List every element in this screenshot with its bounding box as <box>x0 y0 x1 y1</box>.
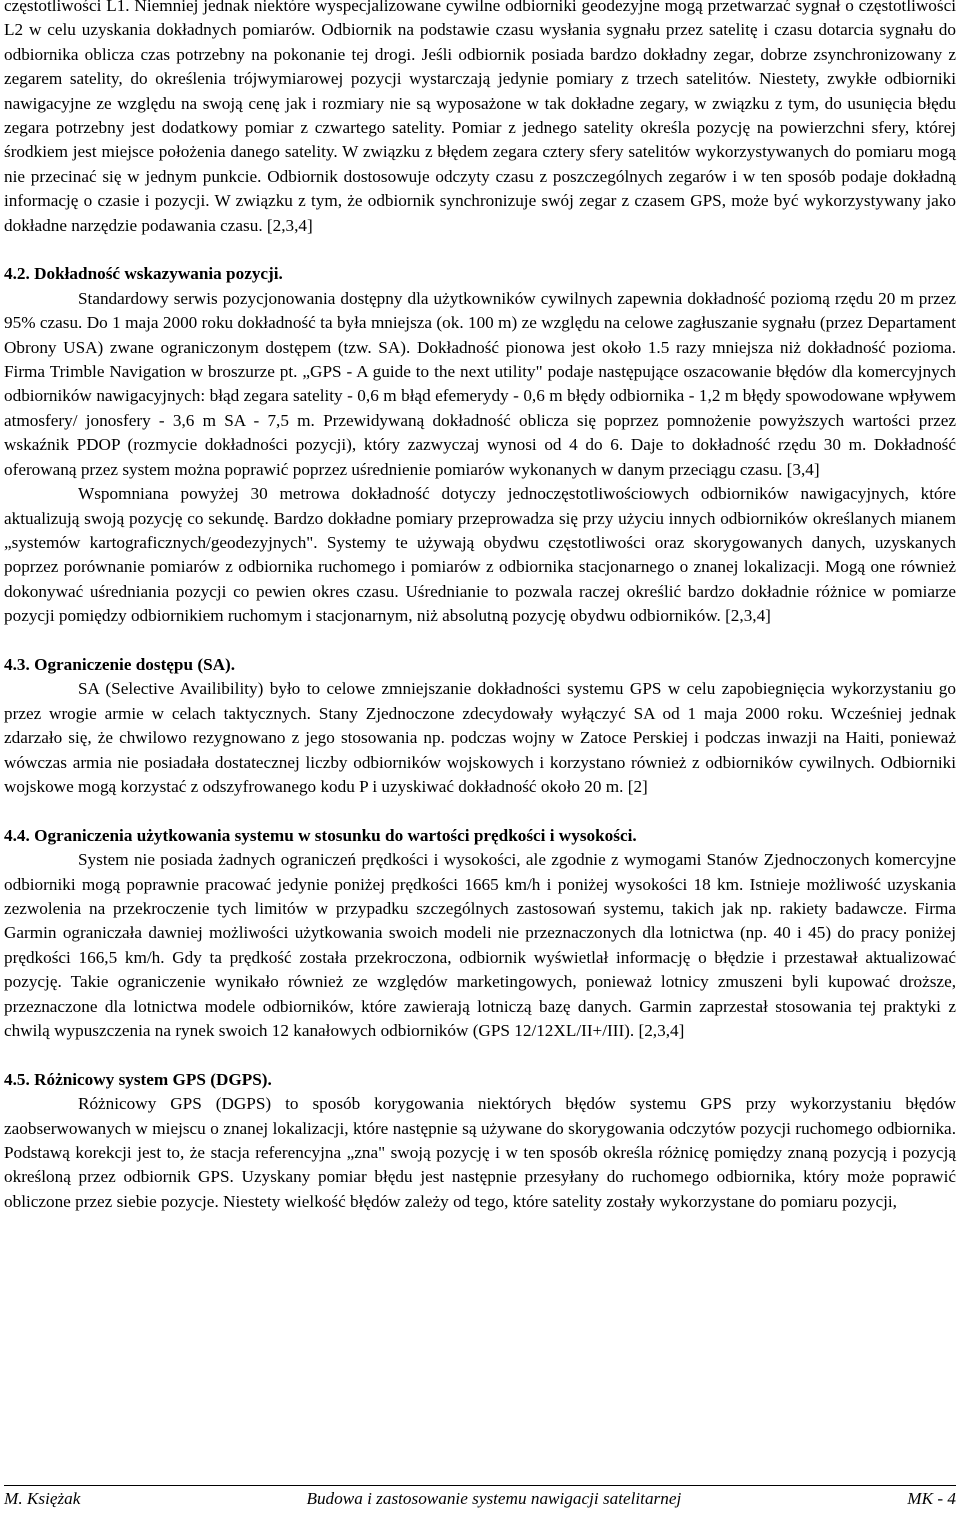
paragraph-4-4: System nie posiada żadnych ograniczeń prędkości i wysokości, ale zgodnie z wymogami Stanów Zjednoczonych komercyjne odbiorniki mogą poprawnie pracować jedynie poniżej prędkości 1665 km/h i poniżej wysokości 18 km. Istnieje możliwość uzyskania zezwolenia na przekroczenie tych limitów w przypadku szczególnych zastosowań systemu, takich jak np. rakiety badawcze. Firma Garmin ograniczała dawniej możliwości użytkowania swoich modeli nie przeznaczonych dla lotnictwa (np. 40 i 45) do pracy poniżej prędkości 166,5 km/h. Gdy ta prędkość została przekroczona, odbiornik wyświetlał informację o błędzie i przestawał aktualizować pozycję. Takie ograniczenie wynikało również ze względów marketingowych, ponieważ lotnicy zmuszeni byli kupować droższe, przeznaczone dla lotnictwa modele odbiorników, które zawierają lotniczą bazę danych. Garmin zaprzestał stosowania tej praktyki z chwilą wypuszczenia na rynek swoich 12 kanałowych odbiorników (GPS 12/12XL/II+/III). [2,3,4] <box>4 850 956 1041</box>
heading-4-3: 4.3. Ograniczenie dostępu (SA). <box>4 654 236 674</box>
footer-title: Budowa i zastosowanie systemu nawigacji satelitarnej <box>306 1489 682 1508</box>
document-page <box>4 0 956 1214</box>
paragraph-4-5: Różnicowy GPS (DGPS) to sposób korygowania niektórych błędów systemu GPS przy wykorzystaniu błędów zaobserwowanych w miejscu o znanej lokalizacji, które następnie są używane do skorygowania odczytów pozycji ruchomego odbiornika. Podstawą korekcji jest to, że stacja referencyjna „zna" swoją pozycję i w ten sposób określa różnicę pomiędzy znaną pozycją i pozycją określoną przez odbiornik GPS. Uzyskany pomiar błędu jest następnie przesyłany do ruchomego odbiornika, który może poprawić obliczone przez siebie pozycje. Niestety wielkość błędów zależy od tego, które satelity zostały wykorzystane do pomiaru pozycji, <box>4 1094 956 1211</box>
section-gap <box>4 799 956 823</box>
section-gap <box>4 629 956 653</box>
section-gap <box>4 238 956 262</box>
footer-author: M. Księżak <box>4 1489 81 1508</box>
section-gap <box>4 1043 956 1067</box>
paragraph-4-2-b: Wspomniana powyżej 30 metrowa dokładność dotyczy jednoczęstotliwościowych odbiorników nawigacyjnych, które aktualizują swoją pozycję co sekundę. Bardzo dokładne pomiary przeprowadza się przy użyciu innych odbiorników określanych mianem „systemów kartograficznych/geodezyjnych". Systemy te używają obydwu częstotliwości oraz skorygowanych danych, uzyskanych poprzez porównanie pomiarów z odbiornika ruchomego i pomiarów z odbiornika stacjonarnego o znanej lokalizacji. Mogą one również dokonywać uśredniania pozycji co pewien okres czasu. Uśrednianie to pozwala raczej określić bardzo dokładnie różnice w pomiarze pozycji pomiędzy odbiornikiem ruchomym i stacjonarnym, niż absolutną pozycję obydwu odbiorników. [2,3,4] <box>4 484 956 626</box>
heading-4-2: 4.2. Dokładność wskazywania pozycji. <box>4 264 283 284</box>
paragraph-4-2-a: Standardowy serwis pozycjonowania dostępny dla użytkowników cywilnych zapewnia dokładność poziomą rzędu 20 m przez 95% czasu. Do 1 maja 2000 roku dokładność ta była mniejsza (ok. 100 m) ze względu na celowe zagłuszanie sygnału (przez Departament Obrony USA) zwane ograniczonym dostępem (tzw. SA). Dokładność pionowa jest około 1.5 razy mniejsza niż dokładność pozioma. Firma Trimble Navigation w broszurze pt. „GPS - A guide to the next utility" podaje następujące oszacowanie błędów dla komercyjnych odbiorników nawigacyjnych: błąd zegara satelity - 0,6 m błąd efemerydy - 0,6 m błędy odbiornika - 1,2 m błędy spowodowane wpływem atmosfery/ jonosfery - 3,6 m SA - 7,5 m. Przewidywaną dokładność oblicza się poprzez pomnożenie powyższych wartości przez wskaźnik PDOP (rozmycie dokładności pozycji), który zazwyczaj wynosi od 4 do 6. Daje to dokładność rzędu 30 m. Dokładność oferowaną przez system można poprawić poprzez uśrednienie pomiarów wykonanych w danym przeciągu czasu. [3,4] <box>4 288 956 479</box>
heading-4-5: 4.5. Różnicowy system GPS (DGPS). <box>4 1069 272 1089</box>
page-footer <box>4 1487 956 1511</box>
heading-4-4: 4.4. Ograniczenia użytkowania systemu w stosunku do wartości prędkości i wysokości. <box>4 825 637 845</box>
footer-divider <box>4 1485 956 1486</box>
paragraph-4-3: SA (Selective Availibility) było to celowe zmniejszanie dokładności systemu GPS w celu zapobiegnięcia wykorzystaniu go przez wrogie armie w celach taktycznych. Stany Zjednoczone zdecydowały wyłączyć SA od 1 maja 2000 roku. Wcześniej jednak zdarzało się, że chwilowo rezygnowano z jego stosowania np. podczas wojny w Zatoce Perskiej i podczas inwazji na Haiti, ponieważ wówczas armia nie posiadała dostatecznej liczby odbiorników wojskowych i korzystano również z odbiorników cywilnych. Odbiorniki wojskowe mogą korzystać z odszyfrowanego kodu P i uzyskiwać dokładność około 20 m. [2] <box>4 679 956 796</box>
intro-paragraph: częstotliwości L1. Niemniej jednak niektóre wyspecjalizowane cywilne odbiorniki geodezyjne mogą przetwarzać sygnał o częstotliwości L2 w celu uzyskania dokładnych pomiarów. Odbiornik na podstawie czasu wysłania sygnału przez satelitę i czasu dotarcia sygnału do odbiornika oblicza czas potrzebny na pokonanie tej drogi. Jeśli odbiornik posiada bardzo dokładny zegar, dobrze zsynchronizowany z zegarem satelity, do określenia trójwymiarowej pozycji wystarczają jedynie pomiary z trzech satelitów. Niestety, zwykłe odbiorniki nawigacyjne ze względu na swoją cenę jak i rozmiary nie są wyposażone w tak dokładne zegary, w związku z tym, do usunięcia błędu zegara potrzebny jest dodatkowy pomiar z czwartego satelity. Pomiar z jednego satelity określa pozycję na powierzchni sfery, której środkiem jest miejsce położenia danego satelity. W związku z błędem zegara cztery sfery satelitów wykorzystywanych do pomiaru mogą nie przecinać się w jednym punkcie. Odbiornik dostosowuje odczyty czasu z poszczególnych zegarów i w ten sposób podaje dokładną informację o czasie i pozycji. W związku z tym, że odbiornik synchronizuje swój zegar z czasem GPS, może być wykorzystywany jako dokładne narzędzie podawania czasu. [2,3,4] <box>4 0 956 235</box>
footer-page-number: MK - 4 <box>907 1489 956 1508</box>
